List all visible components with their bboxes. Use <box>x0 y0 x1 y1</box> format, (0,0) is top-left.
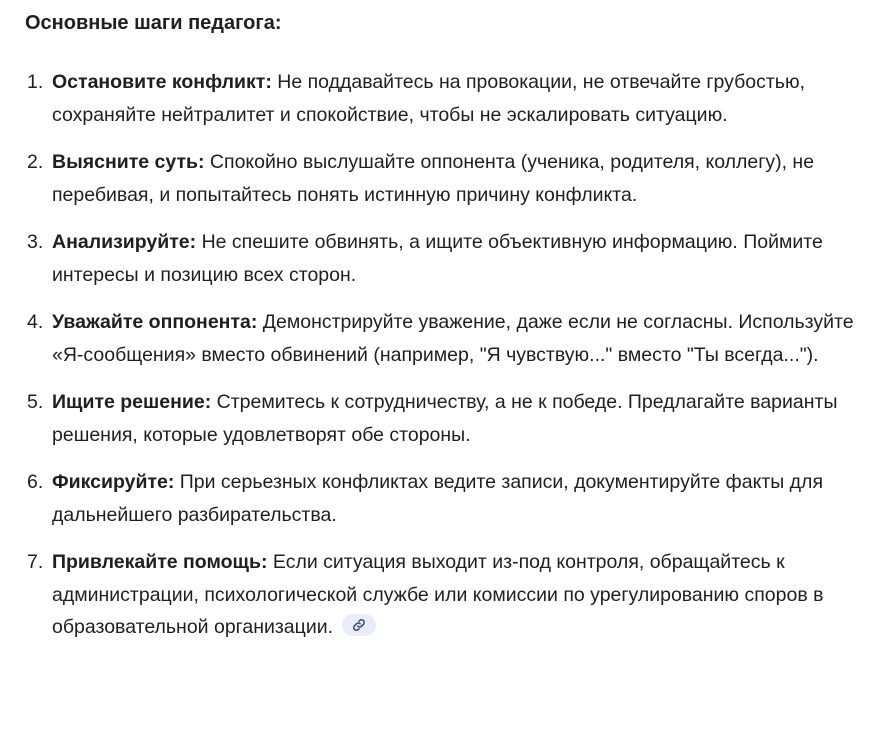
list-item <box>0 546 881 644</box>
step-number: 3. <box>27 231 44 253</box>
source-link-button[interactable] <box>342 614 376 636</box>
list-item <box>0 226 881 291</box>
step-title: Фиксируйте: <box>52 471 175 493</box>
list-item <box>0 146 881 211</box>
step-title: Уважайте оппонента: <box>52 311 258 333</box>
step-title: Выясните суть: <box>52 151 205 173</box>
list-item <box>0 466 881 531</box>
list-item <box>0 66 881 131</box>
step-title: Привлекайте помощь: <box>52 551 268 573</box>
step-number: 4. <box>27 311 44 333</box>
step-title: Остановите конфликт: <box>52 71 272 93</box>
step-text: Не спешите обвинять, а ищите объективную информацию. Поймите интересы и позицию всех сторон. <box>52 231 823 286</box>
step-text: Демонстрируйте уважение, даже если не согласны. Используйте «Я-сообщения» вместо обвинений (например, "Я чувствую..." вместо "Ты всегда..."). <box>52 311 854 366</box>
link-icon <box>352 618 366 632</box>
step-title: Анализируйте: <box>52 231 197 253</box>
step-text: Стремитесь к сотрудничеству, а не к победе. Предлагайте варианты решения, которые удовлетворят обе стороны. <box>52 391 838 446</box>
list-item <box>0 386 881 451</box>
section-heading: Основные шаги педагога: <box>25 12 282 34</box>
step-number: 1. <box>27 71 44 93</box>
step-title: Ищите решение: <box>52 391 212 413</box>
step-number: 6. <box>27 471 44 493</box>
step-text: Спокойно выслушайте оппонента (ученика, родителя, коллегу), не перебивая, и попытайтесь понять истинную причину конфликта. <box>52 151 815 206</box>
steps-list <box>0 66 881 659</box>
step-text: При серьезных конфликтах ведите записи, документируйте факты для дальнейшего разбирательства. <box>52 471 823 526</box>
step-text: Не поддавайтесь на провокации, не отвечайте грубостью, сохраняйте нейтралитет и спокойствие, чтобы не эскалировать ситуацию. <box>52 71 806 126</box>
step-number: 5. <box>27 391 44 413</box>
step-number: 2. <box>27 151 44 173</box>
step-text: Если ситуация выходит из-под контроля, обращайтесь к администрации, психологической службе или комиссии по урегулированию споров в образовательной организации. <box>52 551 824 638</box>
list-item <box>0 306 881 371</box>
step-number: 7. <box>27 551 44 573</box>
